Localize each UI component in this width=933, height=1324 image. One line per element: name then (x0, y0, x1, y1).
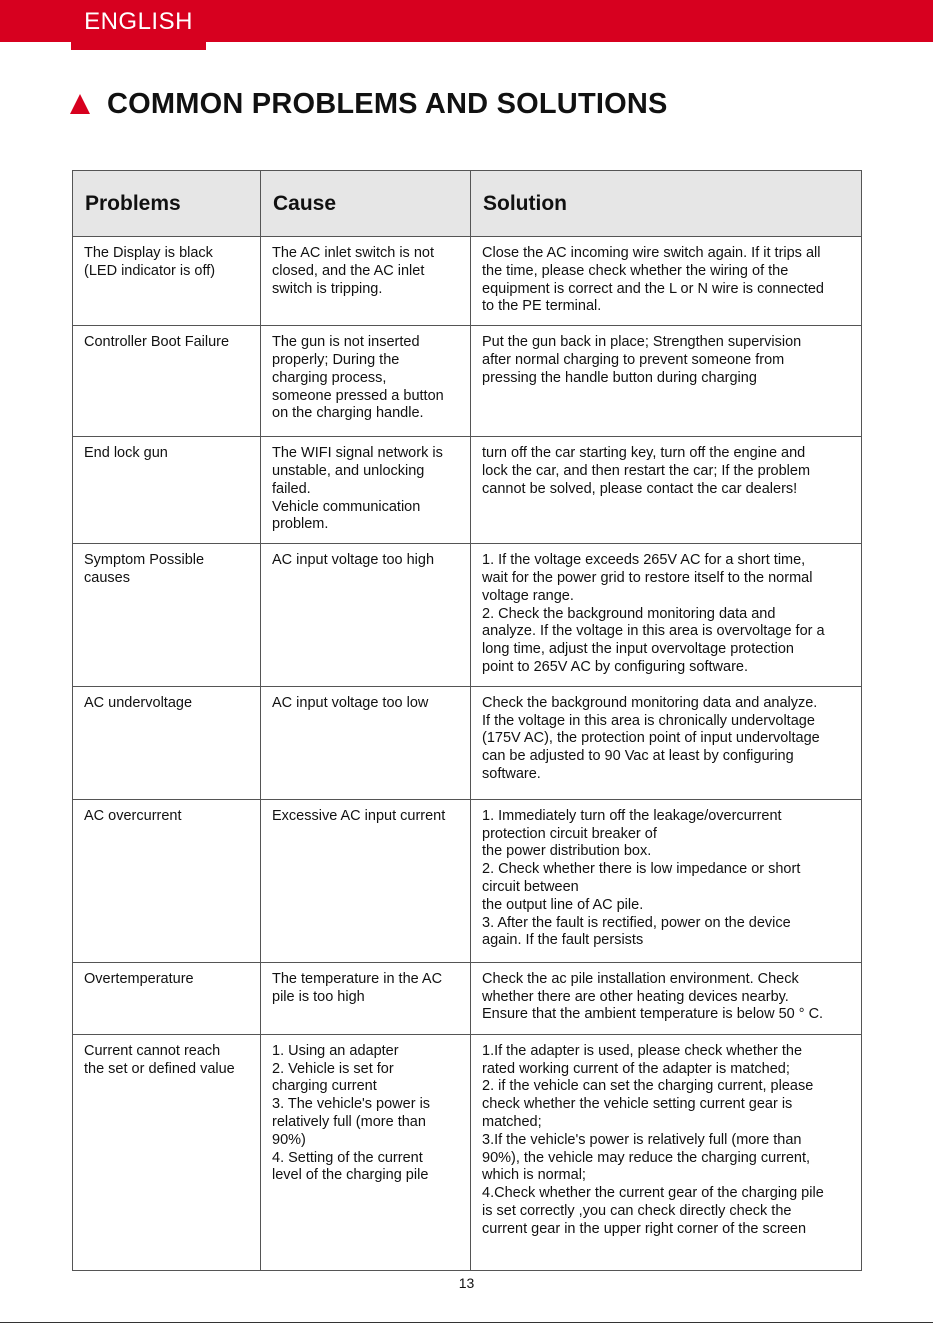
cell-text-line: analyze. If the voltage in this area is overvoltage for a (482, 623, 825, 640)
solution-cell (471, 437, 862, 544)
cell-text-line: problem. (272, 516, 329, 533)
column-header-cause: Cause (261, 171, 471, 237)
cell-text-line: 90%) (272, 1131, 306, 1148)
solution-cell (471, 237, 862, 326)
problem-cell (73, 237, 261, 326)
cell-text-line: Excessive AC input current (272, 807, 446, 824)
cause-cell (261, 686, 471, 799)
cell-text-line: switch is tripping. (272, 280, 383, 297)
page-title: COMMON PROBLEMS AND SOLUTIONS (107, 88, 668, 120)
cell-text-line: unstable, and unlocking (272, 462, 425, 479)
cell-text-line: 1.If the adapter is used, please check whether the (482, 1042, 803, 1059)
table-body (73, 237, 862, 1271)
cell-text-line: The Display is black (84, 245, 213, 261)
cell-text-line: lock the car, and then restart the car; If the problem (482, 462, 811, 479)
problem-cell (73, 1034, 261, 1270)
cell-text-line: rated working current of the adapter is matched; (482, 1060, 790, 1077)
cell-text-line: voltage range. (482, 587, 574, 604)
cause-cell (261, 799, 471, 962)
solution-cell (471, 326, 862, 437)
problems-solutions-table (72, 170, 862, 1271)
cell-text-line: the time, please check whether the wiring of the (482, 262, 789, 279)
cell-text-line: turn off the car starting key, turn off the engine and (482, 445, 806, 462)
cell-text-line: is set correctly ,you can check directly check the (482, 1202, 792, 1219)
cell-text-line: Vehicle communication (272, 498, 421, 515)
table-row (73, 962, 862, 1034)
cell-text-line: to the PE terminal. (482, 298, 602, 315)
cell-text-line: 2. Check whether there is low impedance or short (482, 861, 801, 878)
cell-text-line: 2. if the vehicle can set the charging current, please (482, 1078, 814, 1095)
problem-cell (73, 962, 261, 1034)
cell-text-line: AC input voltage too high (272, 552, 435, 569)
solution-cell (471, 544, 862, 687)
problem-cell (73, 326, 261, 437)
table-row (73, 326, 862, 437)
cell-text-line: properly; During the (272, 351, 400, 368)
table-row (73, 437, 862, 544)
cell-text-line: The WIFI signal network is (272, 445, 443, 462)
cell-text-line: pressing the handle button during charging (482, 369, 757, 386)
cell-text-line: The temperature in the AC (272, 970, 443, 987)
cause-cell (261, 437, 471, 544)
cell-text-line: whether there are other heating devices nearby. (482, 988, 789, 1005)
cell-text-line: the power distribution box. (482, 843, 652, 860)
cell-text-line: charging process, (272, 369, 387, 386)
cell-text-line: causes (84, 569, 130, 586)
column-header-solution: Solution (471, 171, 862, 237)
cell-text-line: wait for the power grid to restore itself to the normal (482, 569, 813, 586)
cell-text-line: after normal charging to prevent someone from (482, 351, 785, 368)
cell-text-line: Overtemperature (84, 970, 194, 987)
bottom-divider (0, 1322, 933, 1323)
cell-text-line: cannot be solved, please contact the car dealers! (482, 480, 798, 497)
cell-text-line: current gear in the upper right corner of the screen (482, 1220, 807, 1237)
cell-text-line: the set or defined value (84, 1060, 235, 1077)
cell-text-line: matched; (482, 1113, 542, 1130)
solution-cell (471, 686, 862, 799)
cause-cell (261, 1034, 471, 1270)
cause-cell (261, 237, 471, 326)
cell-text-line: Close the AC incoming wire switch again. If it trips all (482, 245, 821, 261)
cell-text-line: AC overcurrent (84, 807, 182, 824)
solution-cell (471, 962, 862, 1034)
cell-text-line: Current cannot reach (84, 1042, 221, 1059)
cell-text-line: AC input voltage too low (272, 694, 429, 711)
column-header-problems: Problems (73, 171, 261, 237)
cell-text-line: 3. After the fault is rectified, power on the device (482, 914, 791, 931)
cell-text-line: 1. Using an adapter (272, 1042, 399, 1059)
cell-text-line: 1. If the voltage exceeds 265V AC for a short time, (482, 552, 806, 569)
solution-cell (471, 799, 862, 962)
table-header-row (73, 171, 862, 237)
cell-text-line: check whether the vehicle setting current gear is (482, 1096, 793, 1113)
cell-text-line: The gun is not inserted (272, 334, 420, 351)
cell-text-line: pile is too high (272, 988, 365, 1005)
cell-text-line: Controller Boot Failure (84, 334, 230, 351)
cell-text-line: 3.If the vehicle's power is relatively full (more than (482, 1131, 802, 1148)
cell-text-line: (175V AC), the protection point of input undervoltage (482, 730, 820, 747)
table-row (73, 799, 862, 962)
cell-text-line: 4. Setting of the current (272, 1149, 423, 1166)
cell-text-line: failed. (272, 480, 311, 497)
cell-text-line: long time, adjust the input overvoltage protection (482, 641, 794, 658)
table-row (73, 1034, 862, 1270)
cell-text-line: someone pressed a button (272, 387, 444, 404)
warning-triangle-icon (70, 94, 90, 114)
solution-cell (471, 1034, 862, 1270)
cell-text-line: charging current (272, 1078, 377, 1095)
cell-text-line: Check the background monitoring data and analyze. (482, 694, 818, 711)
cell-text-line: (LED indicator is off) (84, 262, 216, 279)
cell-text-line: level of the charging pile (272, 1167, 429, 1184)
problem-cell (73, 437, 261, 544)
table-row (73, 686, 862, 799)
cell-text-line: equipment is correct and the L or N wire is connected (482, 280, 824, 297)
section-heading (70, 88, 668, 121)
cell-text-line: End lock gun (84, 445, 168, 462)
cell-text-line: If the voltage in this area is chronically undervoltage (482, 712, 815, 729)
cell-text-line: which is normal; (482, 1167, 586, 1184)
table-row (73, 237, 862, 326)
table-row (73, 544, 862, 687)
cell-text-line: Symptom Possible (84, 552, 205, 569)
cell-text-line: again. If the fault persists (482, 932, 644, 949)
cell-text-line: 3. The vehicle's power is (272, 1096, 431, 1113)
cell-text-line: the output line of AC pile. (482, 896, 644, 913)
cell-text-line: 2. Check the background monitoring data and (482, 605, 776, 622)
cell-text-line: The AC inlet switch is not (272, 245, 434, 261)
cell-text-line: 1. Immediately turn off the leakage/overcurrent (482, 807, 782, 824)
cell-text-line: 90%), the vehicle may reduce the charging current, (482, 1149, 811, 1166)
cell-text-line: Ensure that the ambient temperature is below 50 ° C. (482, 1006, 824, 1023)
language-tab-label: ENGLISH (84, 8, 193, 35)
problem-cell (73, 799, 261, 962)
cell-text-line: closed, and the AC inlet (272, 262, 425, 279)
cell-text-line: can be adjusted to 90 Vac at least by configuring (482, 748, 794, 765)
cell-text-line: relatively full (more than (272, 1113, 426, 1130)
page-number: 13 (458, 1275, 475, 1291)
cause-cell (261, 962, 471, 1034)
cell-text-line: 4.Check whether the current gear of the charging pile (482, 1185, 824, 1202)
cell-text-line: 2. Vehicle is set for (272, 1060, 394, 1077)
problem-cell (73, 544, 261, 687)
cause-cell (261, 544, 471, 687)
cell-text-line: circuit between (482, 878, 579, 895)
cell-text-line: Put the gun back in place; Strengthen supervision (482, 334, 802, 351)
cell-text-line: point to 265V AC by configuring software. (482, 658, 748, 675)
language-tab (71, 0, 206, 50)
problem-cell (73, 686, 261, 799)
cell-text-line: protection circuit breaker of (482, 825, 657, 842)
cell-text-line: Check the ac pile installation environment. Check (482, 970, 799, 987)
cell-text-line: software. (482, 765, 541, 782)
cell-text-line: on the charging handle. (272, 405, 424, 422)
cause-cell (261, 326, 471, 437)
cell-text-line: AC undervoltage (84, 694, 193, 711)
